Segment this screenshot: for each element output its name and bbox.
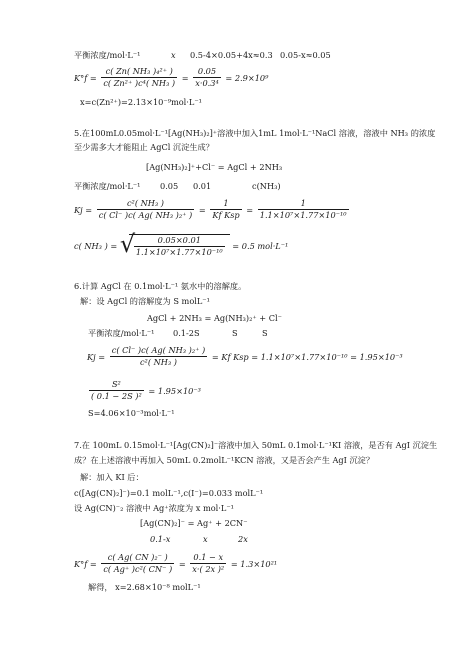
reaction-equation: [Ag(NH₃)₂]⁺+Cl⁻ = AgCl + 2NH₃ [146, 162, 283, 172]
balance-value: S [232, 328, 238, 338]
solve-line: 解：设 AgCl 的溶解度为 S molL⁻¹ [80, 296, 210, 306]
balance-value: 0.1-2S [173, 328, 200, 338]
equation-kf-zn: K°f = $\frac{\text{c( Zn( NH₃ )₄²⁺ )}}{\text{c( Zn²⁺ )c⁴( NH₃ )}}$ = $\frac{0.05}{\text{x·0.3⁴}}$ = 2.9×10⁹ [74, 66, 269, 88]
question-7-line-1: 7.在 100mL 0.15mol·L⁻¹[Ag(CN)₂]⁻溶液中加入 50mL 0.1mol·L⁻¹KI 溶液，是否有 AgI 沉淀生 [74, 440, 438, 450]
reaction-equation: [Ag(CN)₂]⁻ = Ag⁺ + 2CN⁻ [140, 518, 248, 528]
reaction-equation: AgCl + 2NH₃ = Ag(NH₃)₂⁺ + Cl⁻ [147, 313, 282, 323]
balance-value: 2x [238, 534, 248, 544]
answer-line: 解得， x=2.68×10⁻⁸ molL⁻¹ [88, 582, 201, 592]
balance-value: c(NH₃) [252, 181, 281, 191]
balance-concentration-label: 平衡浓度/mol·L⁻¹ [74, 50, 141, 60]
solve-line: 解：加入 KI 后： [80, 472, 144, 482]
balance-value: 0.05 [160, 181, 179, 191]
balance-concentration-label: 平衡浓度/mol·L⁻¹ [74, 181, 141, 191]
answer-line: S=4.06×10⁻³mol·L⁻¹ [88, 408, 175, 418]
square-root: √ $\frac{0.05\times 0.01}{\text{1.1×10⁷×1.77×10⁻¹⁰}}$ [120, 234, 230, 258]
balance-concentration-label: 平衡浓度/mol·L⁻¹ [88, 328, 155, 338]
equation-kf-ag: K°f = $\frac{\text{c( Ag( CN )₂⁻ )}}{\text{c( Ag⁺ )c²( CN⁻ )}}$ = $\frac{0.1 - x}{\text{x·( 2x )²}}$ = 1.3×10²¹ [74, 552, 278, 574]
balance-value: 0.1-x [150, 534, 171, 544]
balance-value: x [171, 50, 176, 60]
assumption-line: 设 Ag(CN)⁻₂ 溶液中 Ag⁺浓度为 x mol·L⁻¹ [74, 503, 234, 513]
balance-value: x [203, 534, 208, 544]
question-7-line-2: 成？在上述溶液中再加入 50mL 0.2molL⁻¹KCN 溶液，又是否会产生 AgI 沉淀？ [74, 455, 375, 465]
question-5-line-1: 5.在100mL0.05mol·L⁻¹[Ag(NH₃)₂]⁺溶液中加入1mL 1mol·L⁻¹NaCl 溶液，溶液中 NH₃ 的浓度 [74, 128, 436, 138]
equation-s: $\frac{\text{S²}}{\text{( 0.1 − 2S )²}}$ = 1.95×10⁻³ [91, 379, 201, 401]
equation-kj: Kj = $\frac{\text{c²( NH₃ )}}{\text{c( Cl⁻ )c( Ag( NH₃ )₂⁺ )}}$ = $\frac{1}{\text{Kf Ksp}}$ = $\frac{1}{\text{1.1×10⁷×1.77×10⁻¹⁰}}$ [74, 198, 347, 220]
balance-value: S [262, 328, 268, 338]
equation-kj: Kj = $\frac{\text{c( Cl⁻ )c( Ag( NH₃ )₂⁺ )}}{\text{c²( NH₃ )}}$ = Kf Ksp = 1.1×10⁷×1.77×10⁻¹⁰ = 1.95×10⁻³ [87, 345, 403, 367]
question-5-line-2: 至少需多大才能阻止 AgCl 沉淀生成？ [74, 142, 214, 152]
question-6-title: 6.计算 AgCl 在 0.1mol·L⁻¹ 氨水中的溶解度。 [74, 281, 247, 291]
balance-value: 0.01 [193, 181, 212, 191]
result-line: x=c(Zn²⁺)=2.13×10⁻⁹mol·L⁻¹ [80, 97, 202, 107]
balance-value: 0.05-x≈0.05 [280, 50, 331, 60]
concentration-line: c([Ag(CN)₂]⁻)=0.1 molL⁻¹,c(I⁻)=0.033 molL⁻¹ [74, 488, 264, 498]
equation-c-nh3: c( NH₃ ) = √ $\frac{0.05\times 0.01}{\text{1.1×10⁷×1.77×10⁻¹⁰}}$ = 0.5 mol·L⁻¹ [74, 230, 289, 258]
balance-value: 0.5-4×0.05+4x≈0.3 [190, 50, 273, 60]
